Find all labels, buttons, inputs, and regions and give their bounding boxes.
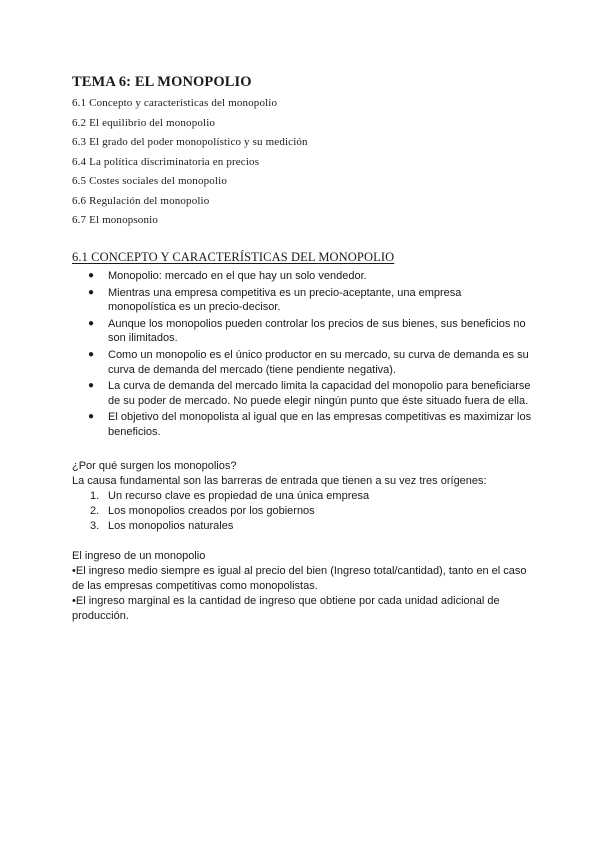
characteristics-list [72, 269, 532, 442]
list-item [72, 519, 369, 534]
list-item-text: La curva de demanda del mercado limita la capacidad del monopolio para beneficiarse de su poder de mercado. No puede elegir ningún punto que éste situado fuera de ella. [108, 380, 531, 407]
bullet-icon: ● [88, 317, 95, 329]
toc-item: 6.3 El grado del poder monopolístico y su medición [72, 136, 308, 148]
list-item-text: Aunque los monopolios pueden controlar los precios de sus bienes, sus beneficios no son ilimitados. [108, 317, 526, 345]
list-item-text: Monopolio: mercado en el que hay un solo vendedor. [108, 270, 367, 282]
list-item-text: Los monopolios naturales [108, 520, 234, 533]
list-item [72, 504, 369, 519]
toc-item: 6.2 El equilibrio del monopolio [72, 116, 216, 129]
list-item [72, 410, 532, 439]
list-item [72, 317, 532, 346]
list-item [72, 489, 369, 504]
toc-item: 6.1 Concepto y características del monopolio [72, 97, 278, 109]
list-item [72, 348, 532, 377]
list-item-text: Un recurso clave es propiedad de una única empresa [108, 490, 370, 502]
income-paragraph: •El ingreso medio siempre es igual al precio del bien (Ingreso total/cantidad), tanto en el caso de las empresas competitivas como monopolistas. [72, 565, 527, 592]
section-heading: 6.1 CONCEPTO Y CARACTERÍSTICAS DEL MONOPOLIO [72, 250, 395, 264]
why-question: ¿Por qué surgen los monopolios? [72, 460, 237, 472]
list-item-text: Como un monopolio es el único productor en su mercado, su curva de demanda es su curva de demanda del mercado (tiene pendiente negativa). [108, 348, 529, 376]
bullet-icon: ● [88, 270, 95, 281]
list-item [72, 379, 532, 408]
why-intro: La causa fundamental son las barreras de entrada que tienen a su vez tres orígenes: [72, 475, 487, 487]
list-number: 1. [90, 490, 100, 502]
income-paragraph: •El ingreso marginal es la cantidad de ingreso que obtiene por cada unidad adicional de producción. [72, 595, 500, 622]
bullet-icon: ● [88, 348, 95, 360]
list-item [72, 286, 532, 315]
list-item-text: Los monopolios creados por los gobiernos [108, 505, 315, 518]
table-of-contents [72, 96, 308, 233]
list-number: 3. [90, 520, 100, 533]
origins-list [72, 489, 369, 535]
bullet-icon: ● [88, 411, 95, 423]
bullet-icon: ● [88, 380, 95, 392]
list-item [72, 269, 532, 284]
toc-item: 6.4 La política discriminatoria en precios [72, 155, 260, 168]
toc-item: 6.7 El monopsonio [72, 214, 158, 226]
list-number: 2. [90, 505, 100, 518]
document-title: TEMA 6: EL MONOPOLIO [72, 74, 252, 90]
bullet-icon: ● [88, 286, 95, 298]
list-item-text: El objetivo del monopolista al igual que en las empresas competitivas es maximizar los beneficios. [108, 411, 532, 438]
list-item-text: Mientras una empresa competitiva es un precio-aceptante, una empresa monopolística es un precio-decisor. [108, 286, 462, 314]
income-heading: El ingreso de un monopolio [72, 550, 206, 562]
toc-item: 6.6 Regulación del monopolio [72, 194, 210, 207]
toc-item: 6.5 Costes sociales del monopolio [72, 175, 227, 187]
